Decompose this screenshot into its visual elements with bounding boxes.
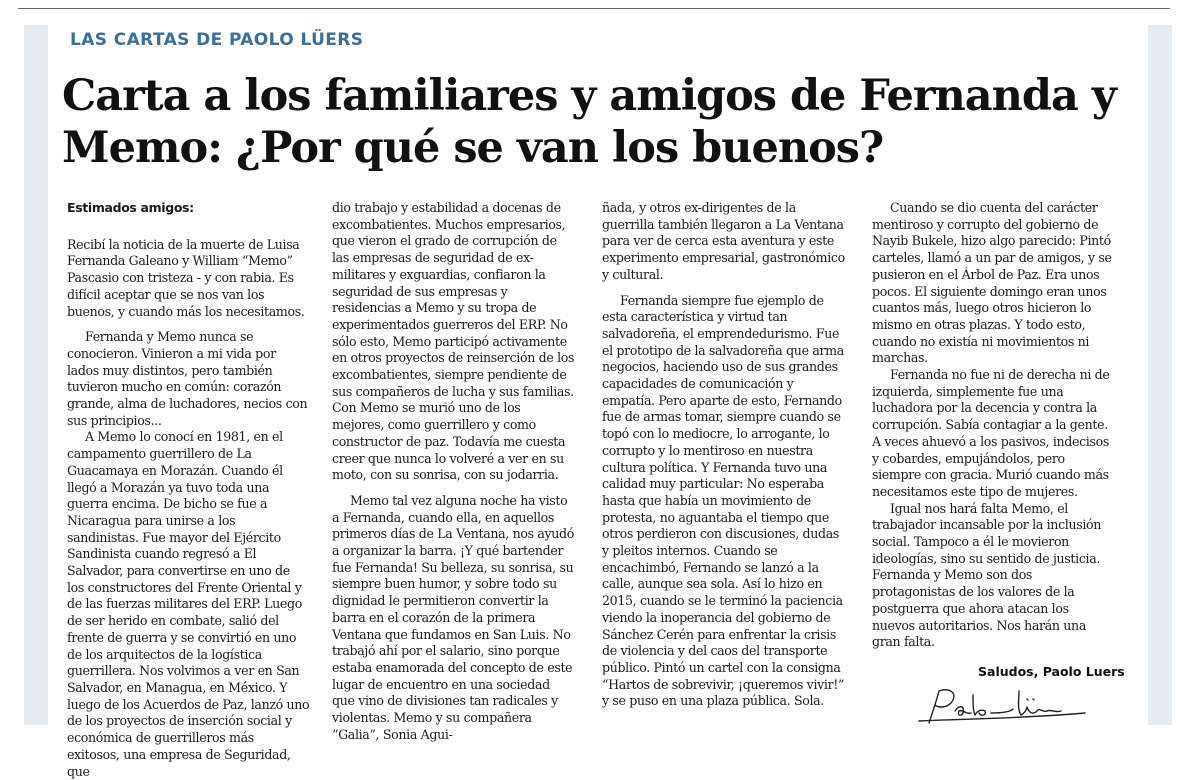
left-margin-strip [24,25,48,725]
paragraph: Cuando se dio cuenta del carácter mentiroso y corrupto del gobierno de Nayib Bukele, hizo algo parecido: Pintó carteles, llamó a un par de amigos, y se pusieron en el Árbol de Paz. Era unos pocos. El siguiente domingo eran unos cuantos más, luego otros hicieron lo mismo en otras plazas. Y todo esto, cuando no existía ni movimientos ni marchas. [872,200,1112,366]
paragraph: Memo tal vez alguna noche ha visto a Fernanda, cuando ella, en aquellos primeros días de La Ventana, nos ayudó a organizar la barra. ¡Y qué bartender fue Fernanda! Su belleza, su sonrisa, su siempre buen humor, y sobre todo su dignidad le permitieron convertir la barra en el corazón de la primera Ventana que fundamos en San Luis. No trabajó ahí por el salario, sino porque estaba enamorada del concepto de este lugar de encuentro en una sociedad que vino de divisiones tan radicales y violentas. Memo y su compañera “Galia”, Sonia Agui- [332,492,574,742]
paragraph: ñada, y otros ex-dirigentes de la guerrilla también llegaron a La Ventana para ver de cerca esta aventura y este experimento empresarial, gastronómico y cultural. [602,200,845,282]
salutation: Estimados amigos: [67,200,194,215]
paragraph: dio trabajo y estabilidad a docenas de excombatientes. Muchos empresarios, que vieron el grado de corrupción de las empresas de seguridad de ex-militares y exguardias, confiaron la seguridad de sus empresas y residencias a Memo y su tropa de experimentados guerreros del ERP. No sólo esto, Memo participó activamente en otros proyectos de reinserción de los excombatientes, siempre pendiente de sus compañeros de lucha y sus familias. Con Memo se murió uno de los mejores, como guerrillero y como constructor de paz. Todavía me cuesta creer que nunca lo volveré a ver en su moto, con su sonrisa, con su jodarria. [332,200,575,483]
column-kicker: LAS CARTAS DE PAOLO LÜERS [70,30,364,50]
article-column-4 [872,200,1115,651]
headline: Carta a los familiares y amigos de Fernanda y Memo: ¿Por qué se van los buenos? [62,71,1116,173]
paragraph: A Memo lo conocí en 1981, en el campamento guerrillero de La Guacamaya en Morazán. Cuando él llegó a Morazán ya tuvo toda una guerra encima. De bicho se fue a Nicaragua para unirse a los sandinistas. Fue mayor del Ejército Sandinista cuando regresó a El Salvador, para convertirse en uno de los constructores del Frente Oriental y de las fuerzas militares del ERP. Luego de ser herido en combate, salió del frente de guerra y se convirtió en uno de los arquitectos de la logística guerrillera. Nos volvimos a ver en San Salvador, en Managua, en México. Y luego de los Acuerdos de Paz, lanzó uno de los proyectos de inserción social y económica de guerrilleros más exitosos, una empresa de Seguridad, que [67,429,310,779]
right-margin-strip [1148,25,1172,725]
paragraph: Recibí la noticia de la muerte de Luisa Fernanda Galeano y William “Memo” Pascasio con tristeza - y con rabia. Es difícil aceptar que se nos van los buenos, y cuando más los necesitamos. [67,236,305,319]
closing-signoff: Saludos, Paolo Luers [978,664,1125,679]
article-column-1 [67,200,310,780]
top-rule [18,8,1170,9]
paragraph: Igual nos hará falta Memo, el trabajador incansable por la inclusión social. Tampoco a él le movieron ideologías, sino su sentido de justicia. Fernanda y Memo son dos protagonistas de los valores de la postguerra que ahora atacan los nuevos autoritarios. Nos harán una gran falta. [872,500,1101,650]
paragraph: Fernanda siempre fue ejemplo de esta característica y virtud tan salvadoreña, el emprendedurismo. Fue el prototipo de la salvadoreña que arma negocios, haciendo uso de sus grandes capacidades de comunicación y empatía. Pero aparte de esto, Fernando fue de armas tomar, siempre cuando se topó con lo mediocre, lo arrogante, lo corrupto y lo mentiroso en nuestra cultura política. Y Fernanda tuvo una calidad muy particular: No esperaba hasta que había un movimiento de protesta, no aguantaba el tiempo que otros perdieron con discusiones, dudas y pleitos internos. Cuando se encachimbó, Fernando se lanzó a la calle, aunque sea sola. Así lo hizo en 2015, cuando se le terminó la paciencia viendo la inoperancia del gobierno de Sánchez Cerén para enfrentar la crisis de violencia y del caos del transporte público. Pintó un cartel con la consigna “Hartos de sobrevivir, ¡queremos vivir!” y se puso en una plaza pública. Sola. [602,292,845,709]
paragraph: Fernanda y Memo nunca se conocieron. Vinieron a mi vida por lados muy distintos, pero también tuvieron mucho en común: corazón grande, alma de luchadores, necios con sus principios... [67,329,308,428]
article-column-2 [332,200,575,744]
article-column-3 [602,200,845,710]
paragraph: Fernanda no fue ni de derecha ni de izquierda, simplemente fue una luchadora por la decencia y contra la corrupción. Sabía contagiar a la gente. A veces ahuevó a los pasivos, indecisos y cobardes, empujándolos, pero siempre con gracia. Murió cuando más necesitamos este tipo de mujeres. [872,367,1110,499]
handwritten-signature-icon [915,683,1095,729]
